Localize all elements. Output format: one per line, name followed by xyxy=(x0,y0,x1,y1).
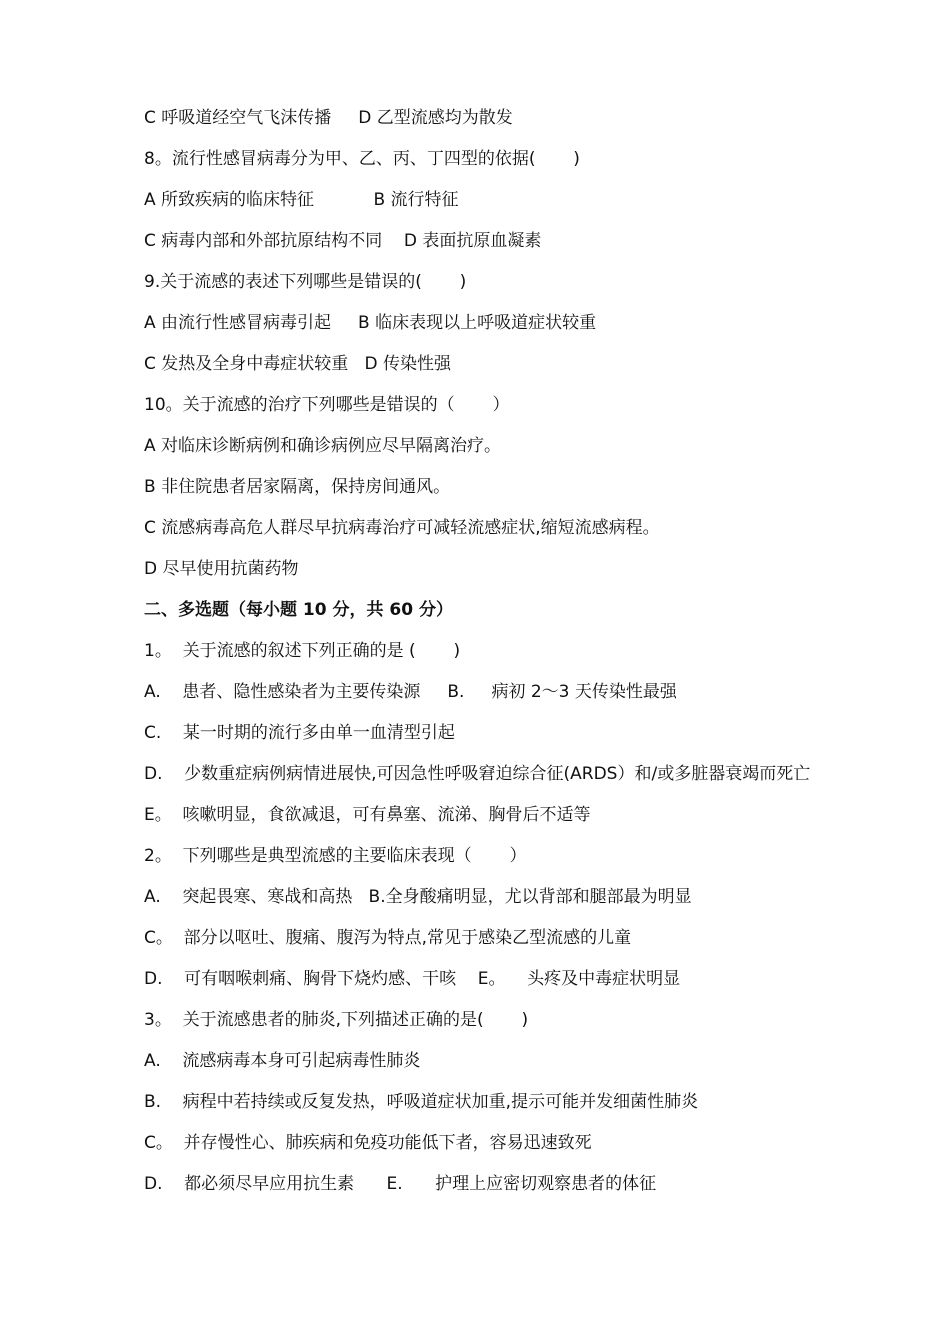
option-line: E。 咳嗽明显，食欲减退，可有鼻塞、流涕、胸骨后不适等 xyxy=(144,805,591,825)
option-line: C。 并存慢性心、肺疾病和免疫功能低下者，容易迅速致死 xyxy=(144,1133,592,1153)
option-line: C 病毒内部和外部抗原结构不同 D 表面抗原血凝素 xyxy=(144,231,542,251)
option-line: C。 部分以呕吐、腹痛、腹泻为特点,常见于感染乙型流感的儿童 xyxy=(144,928,632,948)
option-line: A 所致疾病的临床特征 B 流行特征 xyxy=(144,190,459,210)
option-line: A. 流感病毒本身可引起病毒性肺炎 xyxy=(144,1051,421,1071)
option-line: C. 某一时期的流行多由单一血清型引起 xyxy=(144,723,455,743)
mc-question-2: 2。 下列哪些是典型流感的主要临床表现（ ） xyxy=(144,846,527,866)
option-line: D. 都必须尽早应用抗生素 E. 护理上应密切观察患者的体征 xyxy=(144,1174,657,1194)
option-line: C 发热及全身中毒症状较重 D 传染性强 xyxy=(144,354,451,374)
option-line: A 由流行性感冒病毒引起 B 临床表现以上呼吸道症状较重 xyxy=(144,313,597,333)
mc-question-1: 1。 关于流感的叙述下列正确的是 ( ) xyxy=(144,641,461,661)
option-line: A. 突起畏寒、寒战和高热 B.全身酸痛明显，尤以背部和腿部最为明显 xyxy=(144,887,692,907)
option-line: A 对临床诊断病例和确诊病例应尽早隔离治疗。 xyxy=(144,436,502,456)
option-line: B 非住院患者居家隔离，保持房间通风。 xyxy=(144,477,451,497)
question-9: 9.关于流感的表述下列哪些是错误的( ) xyxy=(144,272,467,292)
option-line: C 呼吸道经空气飞沫传播 D 乙型流感均为散发 xyxy=(144,108,513,128)
question-10: 10。关于流感的治疗下列哪些是错误的（ ） xyxy=(144,395,510,415)
option-line: D. 少数重症病例病情进展快,可因急性呼吸窘迫综合征(ARDS）和/或多脏器衰竭而死亡 xyxy=(144,764,811,784)
section-heading: 二、多选题（每小题 10 分，共 60 分） xyxy=(144,600,453,620)
question-8: 8。流行性感冒病毒分为甲、乙、丙、丁四型的依据( ) xyxy=(144,149,580,169)
option-line: C 流感病毒高危人群尽早抗病毒治疗可减轻流感症状,缩短流感病程。 xyxy=(144,518,660,538)
option-line: D. 可有咽喉刺痛、胸骨下烧灼感、干咳 E。 头疼及中毒症状明显 xyxy=(144,969,681,989)
option-line: B. 病程中若持续或反复发热，呼吸道症状加重,提示可能并发细菌性肺炎 xyxy=(144,1092,699,1112)
option-line: A. 患者、隐性感染者为主要传染源 B. 病初 2～3 天传染性最强 xyxy=(144,682,677,702)
mc-question-3: 3。 关于流感患者的肺炎,下列描述正确的是( ) xyxy=(144,1010,529,1030)
document-page xyxy=(144,106,824,1196)
option-line: D 尽早使用抗菌药物 xyxy=(144,559,299,579)
